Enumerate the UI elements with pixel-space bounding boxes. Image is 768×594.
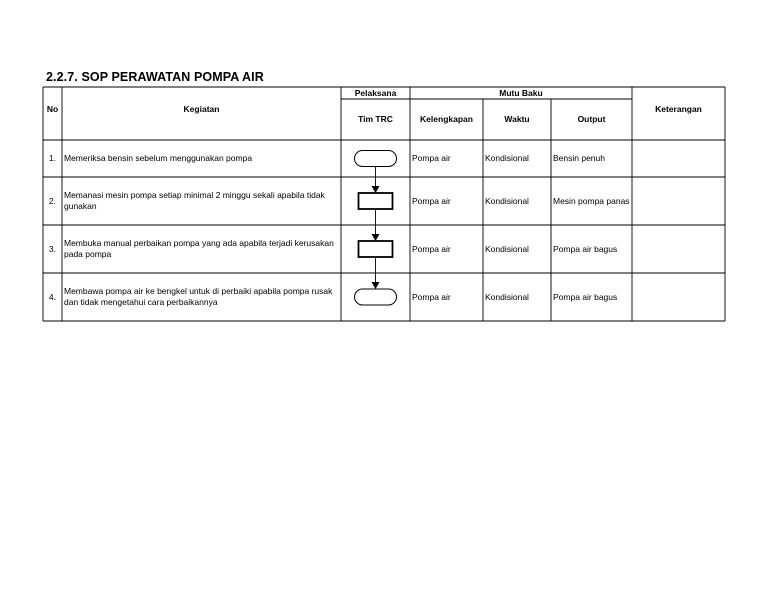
row-output: Mesin pompa panas [553, 195, 630, 206]
flow-process-shape [359, 241, 393, 257]
flow-terminator-shape [355, 289, 397, 305]
header-output: Output [577, 114, 606, 124]
row-keterangan [634, 140, 723, 177]
row-number: 4. [48, 291, 56, 302]
header-tim-trc: Tim TRC [358, 114, 393, 124]
row-kegiatan: Membawa pompa air ke bengkel untuk di perbaiki apabila pompa rusak dan tidak mengetahui cara perbaikannya [64, 286, 333, 307]
row-kegiatan: Memeriksa bensin sebelum menggunakan pompa [64, 153, 253, 163]
header-kegiatan: Kegiatan [183, 104, 220, 114]
header-keterangan: Keterangan [655, 104, 702, 114]
row-kelengkapan: Pompa air [412, 291, 451, 302]
row-output: Pompa air bagus [553, 291, 618, 302]
flow-process-shape [359, 193, 393, 209]
row-output: Bensin penuh [553, 153, 605, 163]
row-keterangan [634, 273, 723, 321]
row-keterangan [634, 177, 723, 225]
row-kelengkapan: Pompa air [412, 195, 451, 206]
row-waktu: Kondisional [485, 153, 529, 163]
header-no: No [46, 104, 59, 114]
row-kegiatan: Membuka manual perbaikan pompa yang ada apabila terjadi kerusakan pada pompa [64, 238, 334, 259]
row-kelengkapan: Pompa air [412, 243, 451, 254]
header-kelengkapan: Kelengkapan [420, 114, 473, 124]
row-keterangan [634, 225, 723, 273]
row-waktu: Kondisional [485, 243, 529, 254]
row-number: 1. [48, 153, 56, 163]
row-kegiatan: Memanasi mesin pompa setiap minimal 2 minggu sekali apabila tidak gunakan [64, 190, 325, 211]
flow-terminator-shape [355, 151, 397, 167]
header-pelaksana: Pelaksana [354, 87, 397, 98]
row-number: 2. [48, 195, 56, 206]
row-number: 3. [48, 243, 56, 254]
page-title: 2.2.7. SOP PERAWATAN POMPA AIR [46, 70, 264, 84]
header-waktu: Waktu [504, 114, 530, 124]
row-kelengkapan: Pompa air [412, 153, 451, 163]
header-mutu-baku: Mutu Baku [499, 87, 543, 98]
row-output: Pompa air bagus [553, 243, 618, 254]
flowchart [355, 151, 397, 306]
row-waktu: Kondisional [485, 291, 529, 302]
row-waktu: Kondisional [485, 195, 529, 206]
